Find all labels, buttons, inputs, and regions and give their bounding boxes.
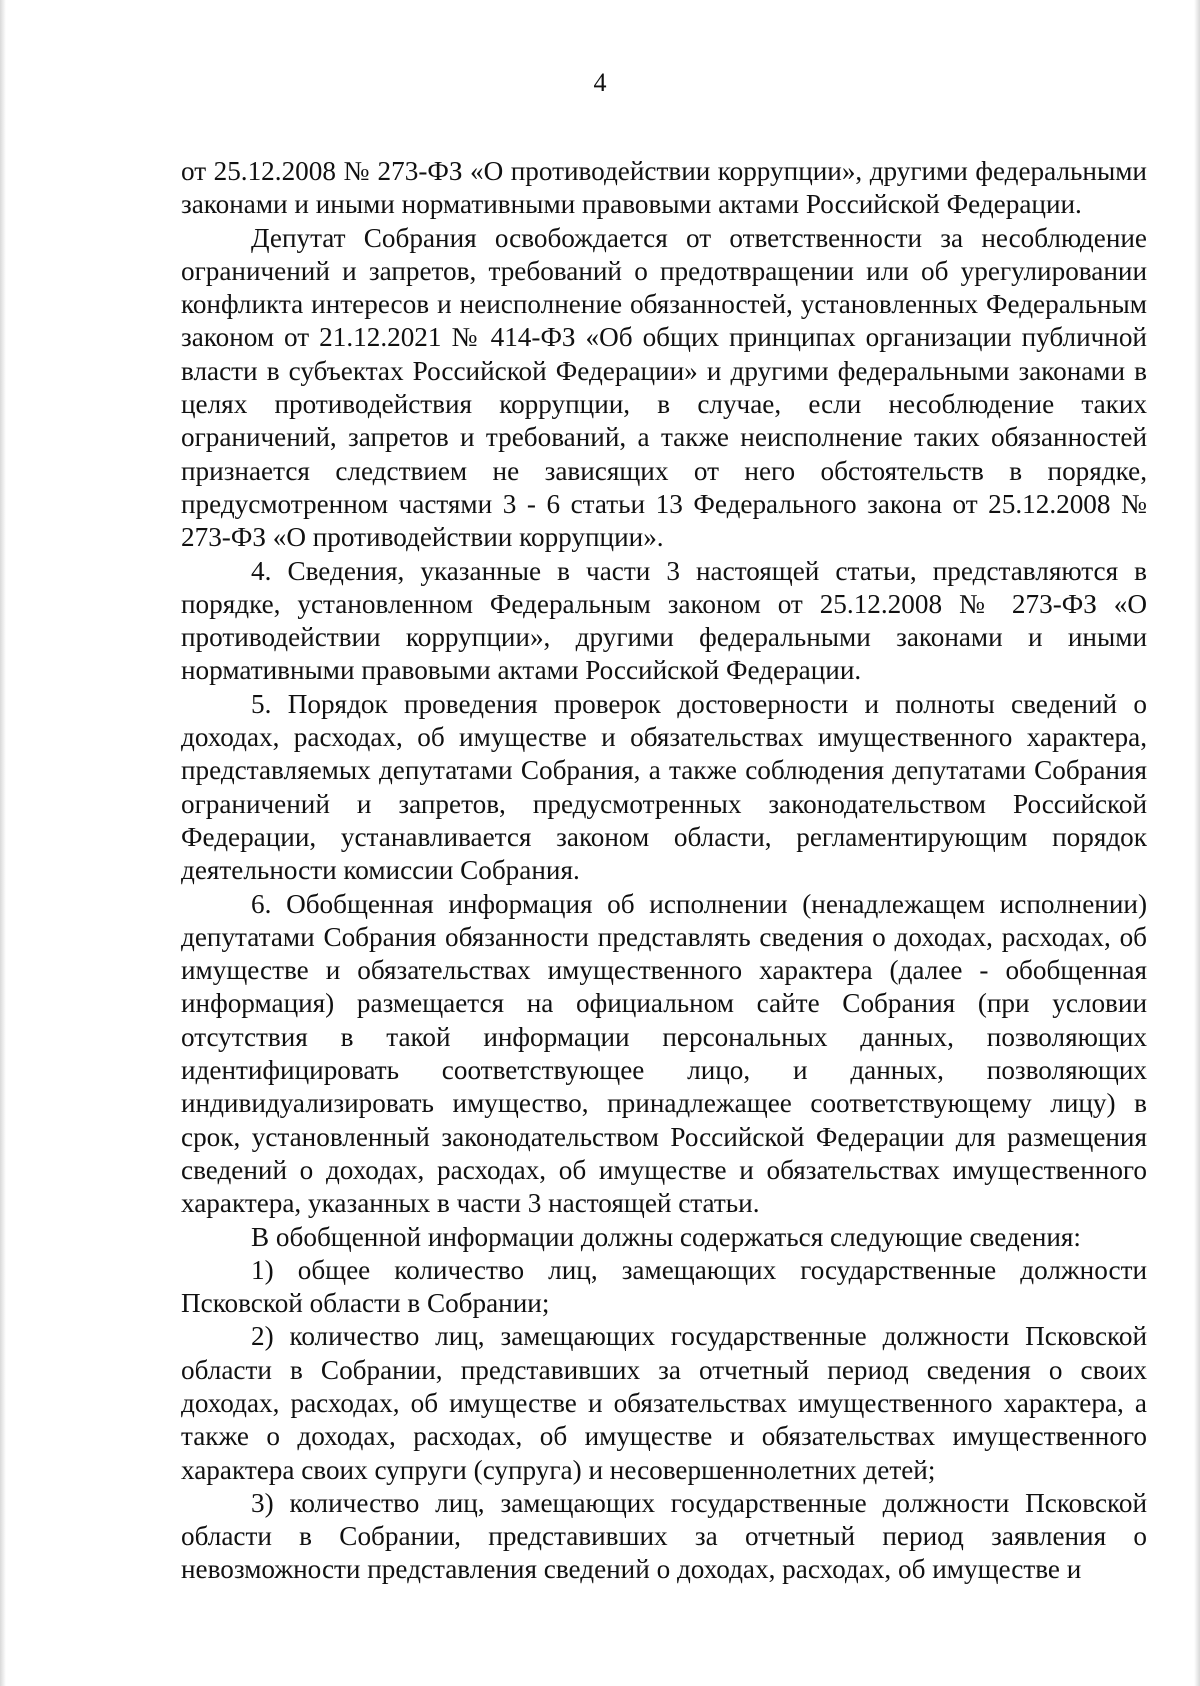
paragraph-summary-intro: В обобщенной информации должны содержаться следующие сведения: (251, 1221, 1081, 1252)
paragraph-deputy-exemption: Депутат Собрания освобождается от ответственности за несоблюдение ограничений и запретов, требований о предотвращении или об урегулировании конфликта интересов и неисполнение обязанностей, установленных Федеральным законом от 21.12.2021 № 414-ФЗ «Об общих принципах организации публичной власти в субъектах Российской Федерации» и другими федеральными законами в целях противодействия коррупции, в случае, если несоблюдение таких ограничений, запретов и требований, а также неисполнение таких обязанностей признается следствием не зависящих от него обстоятельств в порядке, предусмотренном частями 3 - 6 статьи 13 Федерального закона от 25.12.2008 № 273-ФЗ «О противодействии коррупции». (181, 222, 1147, 553)
list-item-1: 1) общее количество лиц, замещающих государственные должности Псковской области в Собрании; (181, 1254, 1147, 1319)
scan-edge-left (0, 0, 6, 1686)
scan-edge-right (1194, 0, 1200, 1686)
paragraph-continuation: от 25.12.2008 № 273-ФЗ «О противодействии коррупции», другими федеральными законами и иными нормативными правовыми актами Российской Федерации. (181, 156, 1147, 220)
document-body (181, 155, 1147, 1587)
list-item-3: 3) количество лиц, замещающих государственные должности Псковской области в Собрании, представивших за отчетный период заявления о невозможности представления сведений о доходах, расходах, об имуществе и (181, 1487, 1147, 1585)
page-number: 4 (593, 68, 607, 97)
paragraph-item-5: 5. Порядок проведения проверок достоверности и полноты сведений о доходах, расходах, об имуществе и обязательствах имущественного характера, представляемых депутатами Собрания, а также соблюдения депутатами Собрания ограничений и запретов, предусмотренных законодательством Российской Федерации, устанавливается законом области, регламентирующим порядок деятельности комиссии Собрания. (181, 688, 1147, 886)
paragraph-item-4: 4. Сведения, указанные в части 3 настоящей статьи, представляются в порядке, установленном Федеральным законом от 25.12.2008 № 273-ФЗ «О противодействии коррупции», другими федеральными законами и иными нормативными правовыми актами Российской Федерации. (181, 555, 1147, 686)
list-item-2: 2) количество лиц, замещающих государственные должности Псковской области в Собрании, представивших за отчетный период сведения о своих доходах, расходах, об имуществе и обязательствах имущественного характера, а также о доходах, расходах, об имуществе и обязательствах имущественного характера своих супруги (супруга) и несовершеннолетних детей; (181, 1321, 1147, 1485)
paragraph-item-6: 6. Обобщенная информация об исполнении (ненадлежащем исполнении) депутатами Собрания обязанности представлять сведения о доходах, расходах, об имуществе и обязательствах имущественного характера (далее - обобщенная информация) размещается на официальном сайте Собрания (при условии отсутствия в такой информации персональных данных, позволяющих идентифицировать соответствующее лицо, и данных, позволяющих индивидуализировать имущество, принадлежащее соответствующему лицу) в срок, установленный законодательством Российской Федерации для размещения сведений о доходах, расходах, об имуществе и обязательствах имущественного характера, указанных в части 3 настоящей статьи. (181, 888, 1147, 1219)
